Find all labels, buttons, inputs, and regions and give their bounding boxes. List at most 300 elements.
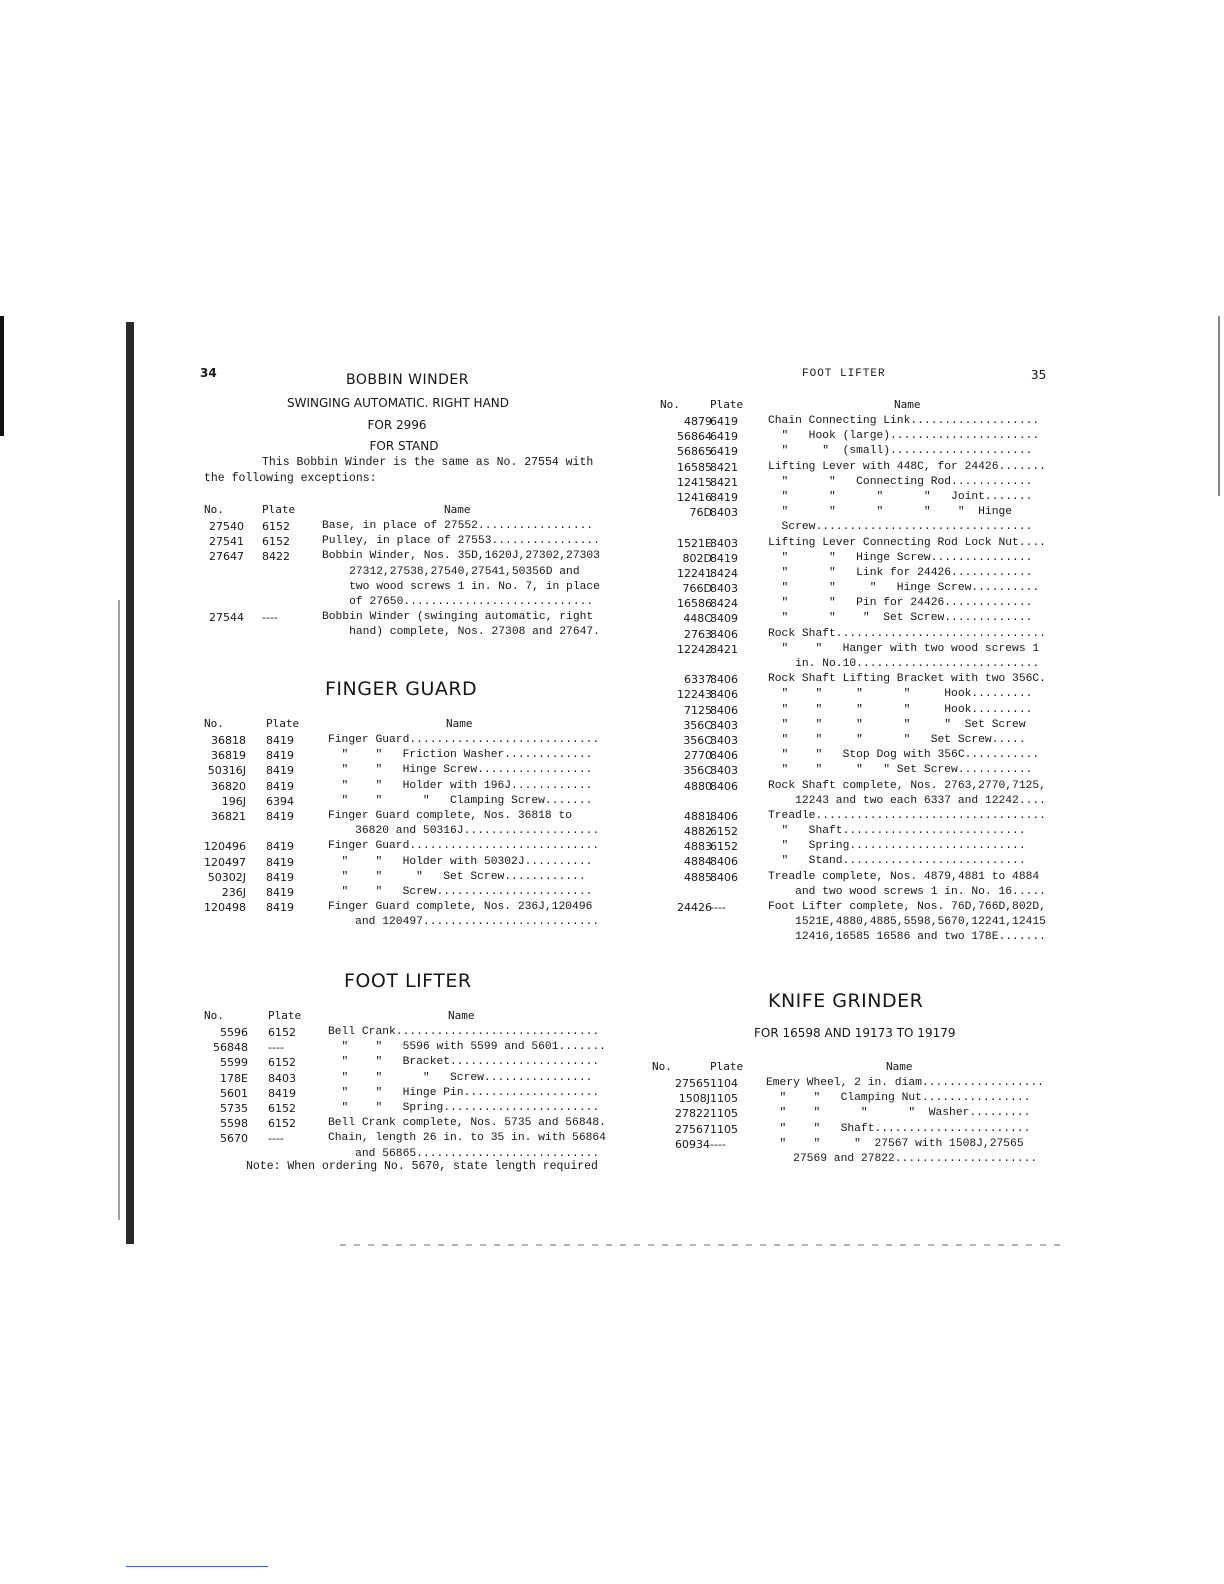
table-row bbox=[660, 672, 1050, 687]
part-number: 36818 bbox=[211, 734, 246, 747]
part-name-line: Finger Guard complete, Nos. 36818 to bbox=[328, 809, 573, 822]
table-header bbox=[204, 716, 604, 733]
knife-grinder-subtitle: FOR 16598 AND 19173 TO 19179 bbox=[754, 1026, 956, 1040]
plate-number: 8419 bbox=[266, 809, 294, 823]
part-name-line: " " " 27567 with 1508J,27565 bbox=[766, 1137, 1024, 1150]
header-name: Name bbox=[446, 717, 473, 730]
part-number: 356C bbox=[683, 733, 712, 747]
binding-edge-line bbox=[118, 600, 120, 1220]
table-row bbox=[660, 703, 1050, 718]
part-number: 5601 bbox=[220, 1086, 248, 1100]
table-row bbox=[204, 1116, 604, 1131]
plate-number: 8403 bbox=[710, 506, 738, 520]
table-row bbox=[204, 733, 604, 748]
table-row bbox=[204, 870, 604, 885]
table-row bbox=[204, 1055, 604, 1070]
header-name: Name bbox=[894, 398, 921, 411]
table-row bbox=[660, 854, 1050, 869]
part-name-line: 36820 and 50316J.................... bbox=[328, 825, 600, 838]
part-name bbox=[768, 779, 1046, 809]
part-name-line: " " " " Joint....... bbox=[768, 490, 1033, 503]
part-name bbox=[768, 505, 1032, 535]
plate-number: 8419 bbox=[266, 749, 294, 763]
table-row bbox=[660, 687, 1050, 702]
header-name: Name bbox=[886, 1060, 913, 1073]
plate-number: 6152 bbox=[268, 1056, 296, 1070]
part-number: 5670 bbox=[220, 1132, 248, 1146]
part-number: 4883 bbox=[684, 840, 712, 854]
part-name-line: Screw................................ bbox=[768, 521, 1033, 534]
header-name: Name bbox=[444, 503, 471, 516]
part-number: 7125 bbox=[684, 703, 712, 717]
part-number: 766D bbox=[682, 582, 712, 596]
table-row bbox=[652, 1122, 1048, 1137]
part-name-line: " " Hinge Screw................. bbox=[328, 764, 593, 777]
plate-number: ---- bbox=[268, 1041, 284, 1055]
plate-number: 8419 bbox=[266, 870, 294, 884]
part-name-line: Chain Connecting Link................... bbox=[768, 415, 1040, 427]
part-name-line: Rock Shaft Lifting Bracket with two 356C. bbox=[768, 673, 1046, 686]
part-name bbox=[328, 1040, 606, 1055]
table-row bbox=[660, 824, 1050, 839]
part-name-line: hand) complete, Nos. 27308 and 27647. bbox=[322, 626, 600, 639]
part-name-line: Treadle complete, Nos. 4879,4881 to 4884 bbox=[768, 870, 1040, 883]
plate-number: 8422 bbox=[262, 550, 290, 564]
part-name-line: Bobbin Winder, Nos. 35D,1620J,27302,27303 bbox=[322, 550, 600, 563]
plate-number: 8409 bbox=[710, 612, 738, 626]
knife-grinder-title: KNIFE GRINDER bbox=[768, 990, 924, 1012]
scan-right-edge bbox=[1218, 316, 1220, 496]
table-row bbox=[204, 1131, 604, 1161]
part-number: 24426 bbox=[677, 901, 712, 915]
part-name-line: Bobbin Winder (swinging automatic, right bbox=[322, 611, 594, 624]
bobbin-winder-for-stand: FOR STAND bbox=[369, 439, 439, 453]
part-name-line: " " " Set Screw............. bbox=[768, 612, 1033, 625]
part-name bbox=[768, 824, 1026, 839]
part-number: 56848 bbox=[213, 1041, 248, 1055]
part-number: 6337 bbox=[684, 673, 712, 687]
table-header bbox=[204, 502, 604, 519]
part-name-line: " " Clamping Nut................ bbox=[766, 1092, 1031, 1105]
table-row bbox=[204, 1071, 604, 1086]
bobbin-winder-for-model: FOR 2996 bbox=[367, 418, 427, 432]
plate-number: 8419 bbox=[710, 490, 738, 504]
plate-number: 1104 bbox=[710, 1077, 738, 1090]
part-name bbox=[768, 551, 1032, 566]
page-number-right: 35 bbox=[1031, 368, 1047, 382]
part-number: 12242 bbox=[677, 642, 712, 656]
part-number: 50302J bbox=[207, 870, 246, 884]
part-name-line: Bell Crank.............................. bbox=[328, 1026, 600, 1038]
bobbin-winder-parts-table bbox=[204, 502, 604, 641]
part-name-line: " Shaft........................... bbox=[768, 825, 1026, 838]
part-name-line: " " Pin for 24426............. bbox=[768, 597, 1033, 610]
plate-number: 6419 bbox=[710, 430, 738, 444]
part-name-line: Rock Shaft............................... bbox=[768, 627, 1046, 640]
part-number: 196J bbox=[221, 794, 246, 808]
part-name bbox=[322, 519, 593, 534]
knife-grinder-parts-table bbox=[652, 1059, 1048, 1167]
part-name bbox=[322, 534, 600, 549]
table-row bbox=[204, 779, 604, 794]
part-name-line: 12243 and two each 6337 and 12242.... bbox=[768, 794, 1046, 807]
part-number: 56864 bbox=[677, 430, 712, 444]
part-name bbox=[766, 1106, 1030, 1121]
part-name-line: " " Holder with 196J............ bbox=[328, 779, 593, 792]
part-name-line: " " " " " Hinge bbox=[768, 506, 1013, 519]
table-row bbox=[660, 475, 1050, 490]
page-number-left: 34 bbox=[200, 366, 217, 380]
plate-number: 8406 bbox=[710, 809, 738, 823]
part-number: 4881 bbox=[684, 809, 712, 823]
chain-length-note: Note: When ordering No. 5670, state length required bbox=[246, 1160, 598, 1173]
part-name bbox=[328, 1131, 606, 1161]
part-name bbox=[328, 1055, 599, 1070]
part-number: 356C bbox=[683, 764, 712, 778]
table-header bbox=[204, 1008, 604, 1025]
plate-number: 8419 bbox=[266, 901, 294, 915]
part-name-line: " " Friction Washer............. bbox=[328, 749, 593, 762]
part-number: 236J bbox=[221, 885, 246, 899]
plate-number: 6394 bbox=[266, 794, 294, 808]
table-header bbox=[660, 397, 1050, 414]
part-name bbox=[768, 642, 1039, 672]
table-row bbox=[660, 551, 1050, 566]
part-name-line: " " Hanger with two wood screws 1 bbox=[768, 642, 1040, 655]
bobbin-winder-title: BOBBIN WINDER bbox=[346, 372, 469, 388]
part-number: 12415 bbox=[677, 475, 712, 489]
table-row bbox=[660, 809, 1050, 824]
plate-number: 8406 bbox=[710, 779, 738, 793]
part-name bbox=[768, 429, 1039, 444]
part-name-line: Bell Crank complete, Nos. 5735 and 56848. bbox=[328, 1117, 606, 1130]
part-name-line: and two wood screws 1 in. No. 16..... bbox=[768, 885, 1046, 898]
plate-number: 1105 bbox=[710, 1107, 738, 1121]
table-row bbox=[660, 581, 1050, 596]
table-row bbox=[660, 763, 1050, 778]
plate-number: 8419 bbox=[266, 855, 294, 869]
part-name bbox=[328, 809, 599, 839]
part-name-line: Finger Guard............................ bbox=[328, 734, 600, 746]
part-name-line: Base, in place of 27552................. bbox=[322, 520, 594, 532]
table-row bbox=[660, 444, 1050, 459]
part-number: 50316J bbox=[207, 764, 246, 778]
plate-number: 8406 bbox=[710, 673, 738, 687]
plate-number: 6152 bbox=[262, 535, 290, 549]
part-name-line: " " " Clamping Screw....... bbox=[328, 794, 593, 807]
plate-number: 8403 bbox=[710, 733, 738, 747]
table-row bbox=[204, 610, 604, 640]
plate-number: 8406 bbox=[710, 870, 738, 884]
part-name-line: Pulley, in place of 27553................ bbox=[322, 535, 600, 548]
plate-number: 6152 bbox=[262, 520, 290, 533]
part-name bbox=[768, 763, 1032, 778]
plate-number: 8406 bbox=[710, 688, 738, 702]
part-name bbox=[328, 733, 599, 748]
plate-number: 8419 bbox=[266, 734, 294, 747]
part-number: 27541 bbox=[209, 535, 244, 549]
part-number: 76D bbox=[689, 506, 712, 520]
part-number: 1508J bbox=[678, 1092, 710, 1106]
part-name-line: Chain, length 26 in. to 35 in. with 56864 bbox=[328, 1132, 606, 1145]
part-name-line: " " " Hinge Screw.......... bbox=[768, 582, 1040, 595]
table-row bbox=[204, 885, 604, 900]
table-row bbox=[660, 748, 1050, 763]
part-name-line: " " " " Hook......... bbox=[768, 703, 1033, 716]
plate-number: 6152 bbox=[710, 840, 738, 854]
table-row bbox=[660, 870, 1050, 900]
table-row bbox=[204, 534, 604, 549]
part-number: 27647 bbox=[209, 550, 244, 564]
plate-number: 8424 bbox=[710, 566, 738, 580]
table-row bbox=[660, 839, 1050, 854]
part-name-line: " " " Screw................ bbox=[328, 1071, 593, 1084]
finger-guard-parts-table bbox=[204, 716, 604, 930]
part-name-line: " " Spring....................... bbox=[328, 1101, 600, 1114]
part-number: 356C bbox=[683, 718, 712, 732]
part-name-line: two wood screws 1 in. No. 7, in place bbox=[322, 580, 600, 593]
part-number: 5596 bbox=[220, 1026, 248, 1039]
plate-number: 8421 bbox=[710, 642, 738, 656]
part-name-line: Treadle.................................. bbox=[768, 809, 1046, 822]
part-name bbox=[768, 490, 1032, 505]
part-name bbox=[768, 854, 1026, 869]
part-name bbox=[768, 900, 1046, 946]
part-name bbox=[768, 733, 1026, 748]
part-name-line: " " " " " Set Screw bbox=[768, 718, 1026, 731]
part-name bbox=[768, 748, 1039, 763]
plate-number: ---- bbox=[710, 901, 726, 915]
header-name: Name bbox=[448, 1009, 475, 1022]
table-row bbox=[204, 519, 604, 534]
part-name bbox=[768, 596, 1032, 611]
part-name-line: Finger Guard complete, Nos. 236J,120496 bbox=[328, 901, 593, 914]
part-name-line: of 27650............................ bbox=[322, 595, 594, 608]
table-header bbox=[652, 1059, 1048, 1076]
part-name bbox=[768, 687, 1032, 702]
finger-guard-title: FINGER GUARD bbox=[325, 678, 478, 700]
part-number: 12243 bbox=[677, 688, 712, 702]
part-name-line: and 56865........................... bbox=[328, 1147, 600, 1160]
part-name bbox=[328, 1071, 592, 1086]
part-name bbox=[328, 855, 592, 870]
part-name bbox=[768, 611, 1032, 626]
header-no: No. bbox=[204, 503, 224, 516]
table-row bbox=[660, 627, 1050, 642]
plate-number: 8419 bbox=[266, 779, 294, 793]
part-name bbox=[328, 1025, 599, 1040]
part-name-line: " " " " Hook......... bbox=[768, 688, 1033, 701]
part-name bbox=[766, 1137, 1037, 1167]
scan-edge-mark bbox=[0, 316, 4, 436]
plate-number: 8421 bbox=[710, 475, 738, 489]
part-name bbox=[768, 414, 1039, 429]
part-name bbox=[768, 581, 1039, 596]
part-name-line: " " Shaft....................... bbox=[766, 1122, 1031, 1135]
part-number: 27540 bbox=[209, 520, 244, 533]
table-row bbox=[204, 748, 604, 763]
part-number: 27822 bbox=[675, 1107, 710, 1121]
table-row bbox=[204, 763, 604, 778]
plate-number: 8406 bbox=[710, 855, 738, 869]
table-row bbox=[660, 460, 1050, 475]
part-name-line: " " " " Set Screw..... bbox=[768, 733, 1026, 746]
table-row bbox=[652, 1106, 1048, 1121]
part-name-line: " Hook (large)...................... bbox=[768, 430, 1040, 443]
part-name-line: " " Bracket...................... bbox=[328, 1056, 600, 1069]
part-name-line: " Stand........................... bbox=[768, 855, 1026, 868]
part-number: 56865 bbox=[677, 445, 712, 459]
plate-number: 8419 bbox=[266, 885, 294, 899]
part-name-line: 12416,16585 16586 and two 178E....... bbox=[768, 931, 1046, 944]
part-name bbox=[768, 672, 1046, 687]
table-row bbox=[660, 900, 1050, 946]
table-row bbox=[660, 611, 1050, 626]
part-number: 178E bbox=[220, 1071, 248, 1085]
part-name bbox=[766, 1122, 1030, 1137]
part-name bbox=[328, 763, 592, 778]
part-name bbox=[328, 900, 599, 930]
part-name-line: " " Connecting Rod............ bbox=[768, 475, 1033, 488]
table-row bbox=[652, 1137, 1048, 1167]
part-number: 448C bbox=[683, 612, 712, 626]
table-row bbox=[660, 414, 1050, 429]
part-name-line: " " Hinge Pin.................... bbox=[328, 1086, 600, 1099]
part-name bbox=[766, 1091, 1030, 1106]
part-name-line: " " Screw....................... bbox=[328, 885, 593, 898]
part-name bbox=[328, 748, 592, 763]
foot-lifter-parts-table-right bbox=[660, 397, 1050, 946]
intro-line-1: This Bobbin Winder is the same as No. 27554 with bbox=[262, 456, 594, 469]
part-number: 27567 bbox=[675, 1122, 710, 1136]
part-name-line: Lifting Lever with 448C, for 24426....... bbox=[768, 460, 1046, 473]
plate-number: 8424 bbox=[710, 597, 738, 611]
part-number: 1521E bbox=[677, 536, 712, 550]
part-name bbox=[768, 627, 1046, 642]
table-row bbox=[660, 733, 1050, 748]
table-row bbox=[660, 490, 1050, 505]
plate-number: ---- bbox=[268, 1132, 284, 1146]
header-plate: Plate bbox=[710, 398, 744, 411]
part-name bbox=[328, 779, 592, 794]
part-number: 120496 bbox=[204, 840, 246, 854]
part-name-line: " " 5596 with 5599 and 5601....... bbox=[328, 1041, 606, 1054]
part-name bbox=[768, 536, 1046, 551]
plate-number: 8403 bbox=[268, 1071, 296, 1085]
part-name-line: " " Stop Dog with 356C........... bbox=[768, 749, 1040, 762]
part-number: 16585 bbox=[677, 460, 712, 474]
intro-line-2: the following exceptions: bbox=[204, 472, 377, 485]
part-name bbox=[328, 870, 586, 885]
part-number: 60934 bbox=[675, 1137, 710, 1151]
header-no: No. bbox=[204, 1009, 224, 1022]
table-row bbox=[660, 536, 1050, 551]
part-name-line: Finger Guard............................ bbox=[328, 840, 600, 853]
part-name bbox=[328, 839, 599, 854]
plate-number: ---- bbox=[710, 1137, 726, 1151]
part-name bbox=[768, 870, 1046, 900]
part-number: 27565 bbox=[675, 1077, 710, 1090]
part-name-line: Emery Wheel, 2 in. diam.................. bbox=[766, 1077, 1044, 1089]
plate-number: 6152 bbox=[710, 825, 738, 839]
part-name-line: and 120497.......................... bbox=[328, 916, 600, 929]
part-name bbox=[768, 566, 1032, 581]
plate-number: 8406 bbox=[710, 703, 738, 717]
bobbin-winder-intro bbox=[204, 455, 604, 487]
part-number: 5599 bbox=[220, 1056, 248, 1070]
table-row bbox=[204, 809, 604, 839]
plate-number: 8419 bbox=[266, 840, 294, 854]
part-number: 5735 bbox=[220, 1101, 248, 1115]
scan-bottom-smudge bbox=[340, 1244, 1060, 1246]
part-name bbox=[328, 1086, 599, 1101]
part-name-line: " " " Set Screw............ bbox=[328, 870, 586, 883]
part-name bbox=[768, 475, 1032, 490]
table-row bbox=[652, 1091, 1048, 1106]
foot-lifter-title-left: FOOT LIFTER bbox=[344, 970, 472, 992]
table-row bbox=[204, 1101, 604, 1116]
table-row bbox=[204, 855, 604, 870]
part-number: 2763 bbox=[684, 627, 712, 641]
part-number: 4885 bbox=[684, 870, 712, 884]
part-number: 36820 bbox=[211, 779, 246, 793]
plate-number: 8403 bbox=[710, 536, 738, 550]
part-name-line: " " " " Set Screw........... bbox=[768, 764, 1033, 777]
plate-number: 8419 bbox=[710, 551, 738, 565]
header-no: No. bbox=[204, 717, 224, 730]
part-name-line: " " Hinge Screw............... bbox=[768, 551, 1033, 564]
plate-number: 8403 bbox=[710, 764, 738, 778]
part-number: 16586 bbox=[677, 597, 712, 611]
part-number: 5598 bbox=[220, 1117, 248, 1131]
table-row bbox=[204, 794, 604, 809]
table-row bbox=[204, 1040, 604, 1055]
part-name-line: in. No.10........................... bbox=[768, 658, 1040, 671]
part-name bbox=[768, 703, 1032, 718]
table-row bbox=[652, 1076, 1048, 1091]
table-row bbox=[660, 429, 1050, 444]
part-name-line: " " Holder with 50302J.......... bbox=[328, 855, 593, 868]
plate-number: 6152 bbox=[268, 1117, 296, 1131]
table-row bbox=[204, 549, 604, 610]
plate-number: 6419 bbox=[710, 415, 738, 428]
part-name bbox=[768, 444, 1032, 459]
book-binding-shadow bbox=[126, 322, 134, 1244]
plate-number: 8421 bbox=[710, 460, 738, 474]
part-name-line: 27569 and 27822..................... bbox=[766, 1152, 1038, 1165]
plate-number: 8419 bbox=[268, 1086, 296, 1100]
part-name bbox=[768, 809, 1046, 824]
table-row bbox=[204, 839, 604, 854]
part-number: 27544 bbox=[209, 611, 244, 625]
part-number: 4879 bbox=[684, 415, 712, 428]
foot-lifter-parts-table-left bbox=[204, 1008, 604, 1162]
plate-number: 8406 bbox=[710, 627, 738, 641]
part-name bbox=[768, 839, 1026, 854]
part-name-line: " Spring.......................... bbox=[768, 840, 1026, 853]
part-name-line: 1521E,4880,4885,5598,5670,12241,12415 bbox=[768, 916, 1046, 929]
part-name-line: Foot Lifter complete, Nos. 76D,766D,802D, bbox=[768, 901, 1046, 914]
table-row bbox=[660, 779, 1050, 809]
part-name bbox=[322, 610, 600, 640]
header-no: No. bbox=[652, 1060, 672, 1073]
table-row bbox=[204, 1025, 604, 1040]
part-name-line: Lifting Lever Connecting Rod Lock Nut.... bbox=[768, 536, 1046, 549]
plate-number: 8406 bbox=[710, 749, 738, 763]
plate-number: ---- bbox=[262, 611, 278, 625]
table-row bbox=[204, 1086, 604, 1101]
part-number: 12241 bbox=[677, 566, 712, 580]
